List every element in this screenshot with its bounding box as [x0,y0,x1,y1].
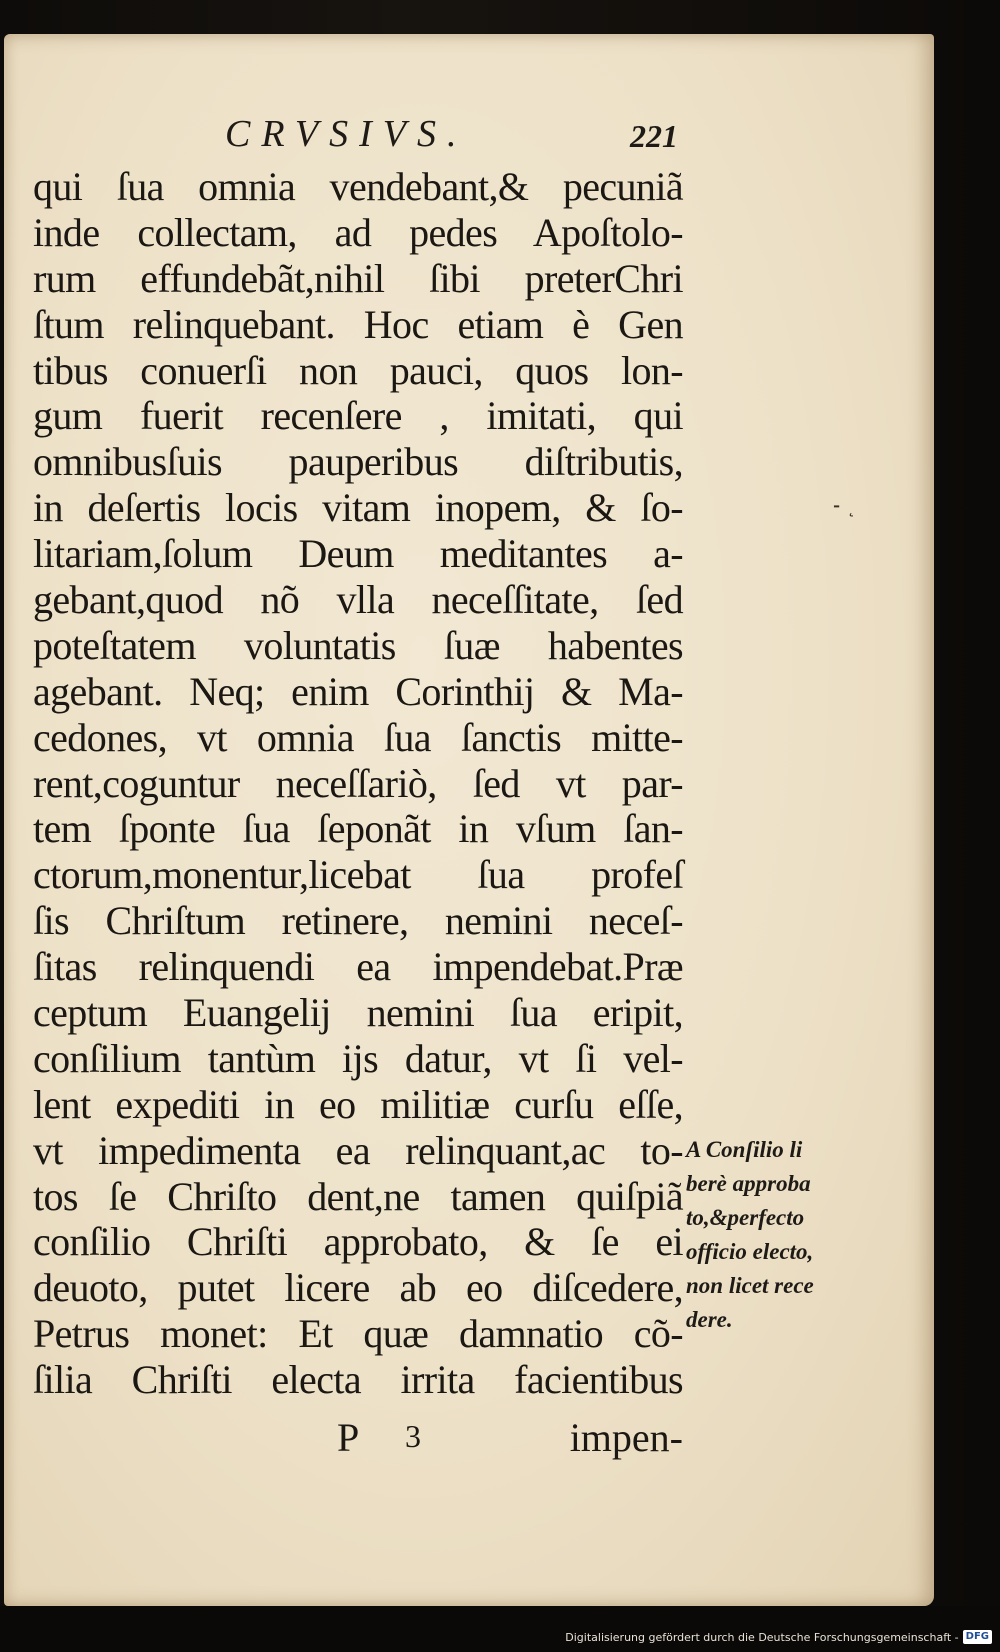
marginal-line: dere. [686,1307,733,1332]
marginal-line: to,&perfecto [686,1205,805,1230]
text-line: in deſertis locis vitam inopem, & ſo- [33,485,683,531]
text-line: inde collectam, ad pedes Apoſtolo- [33,209,683,255]
text-line: ceptum Euangelij nemini ſua eripit, [33,990,683,1036]
text-line: agebant. Neq; enim Corinthij & Ma- [33,668,683,714]
digitization-credit [565,1630,992,1644]
marginal-line: non licet rece [686,1273,814,1298]
text-line: rent,coguntur neceſſariò, ſed vt par- [33,760,683,806]
text-line: cedones, vt omnia ſua ſanctis mitte- [33,714,683,760]
text-line: rum effundebãt,nihil ſibi preterChri [33,255,683,301]
text-line: gum fuerit recenſere , imitati, qui [33,393,683,439]
text-line: ſis Chriſtum retinere, nemini neceſ- [33,898,683,944]
text-line: tos ſe Chriſto dent,ne tamen quiſpiã [33,1173,683,1219]
scan-bottom-strip [0,1606,1000,1652]
text-line: omnibusſuis pauperibus diſtributis, [33,439,683,485]
text-line: ctorum,monentur,licebat ſua profeſ [33,852,683,898]
text-line: poteſtatem voluntatis ſuæ habentes [33,622,683,668]
text-line: deuoto, putet licere ab eo diſcedere, [33,1265,683,1311]
main-text-block [33,164,683,1403]
dfg-logo: DFG [963,1630,992,1644]
text-line: conſilium tantùm ijs datur, vt ſi vel- [33,1035,683,1081]
text-line: tibus conuerſi non pauci, quos lon- [33,347,683,393]
running-head: CRVSIVS. [225,113,468,155]
text-line: qui ſua omnia vendebant,& pecuniã [33,164,683,209]
text-line: ſitas relinquendi ea impendebat.Præ [33,944,683,990]
ink-smudge: ⁃ ˛ [832,497,856,518]
text-line: vt impedimenta ea relinquant,ac to- [33,1127,683,1173]
catchword: impen- [569,1415,683,1460]
marginal-line: berè approba [686,1171,811,1196]
page-number: 221 [630,118,678,154]
text-line: ſilia Chriſti electa irrita facientibus [33,1357,683,1403]
text-line: lent expediti in eo militiæ curſu eſſe, [33,1081,683,1127]
text-line: gebant,quod nõ vlla neceſſitate, ſed [33,577,683,623]
marginal-note [686,1133,836,1337]
text-line: conſilio Chriſti approbato, & ſe ei [33,1219,683,1265]
text-line: litariam,ſolum Deum meditantes a- [33,531,683,577]
text-line: tem ſponte ſua ſeponãt in vſum ſan- [33,806,683,852]
marginal-line: A Conſilio li [686,1137,803,1162]
signature-letter: P [337,1415,360,1460]
marginal-line: officio electo, [686,1239,814,1264]
text-line: ſtum relinquebant. Hoc etiam è Gen [33,301,683,347]
signature-number: 3 [405,1418,421,1454]
credit-text: Digitalisierung gefördert durch die Deutsche Forschungsgemeinschaft - [565,1630,959,1644]
text-line: Petrus monet: Et quæ damnatio cõ- [33,1311,683,1357]
